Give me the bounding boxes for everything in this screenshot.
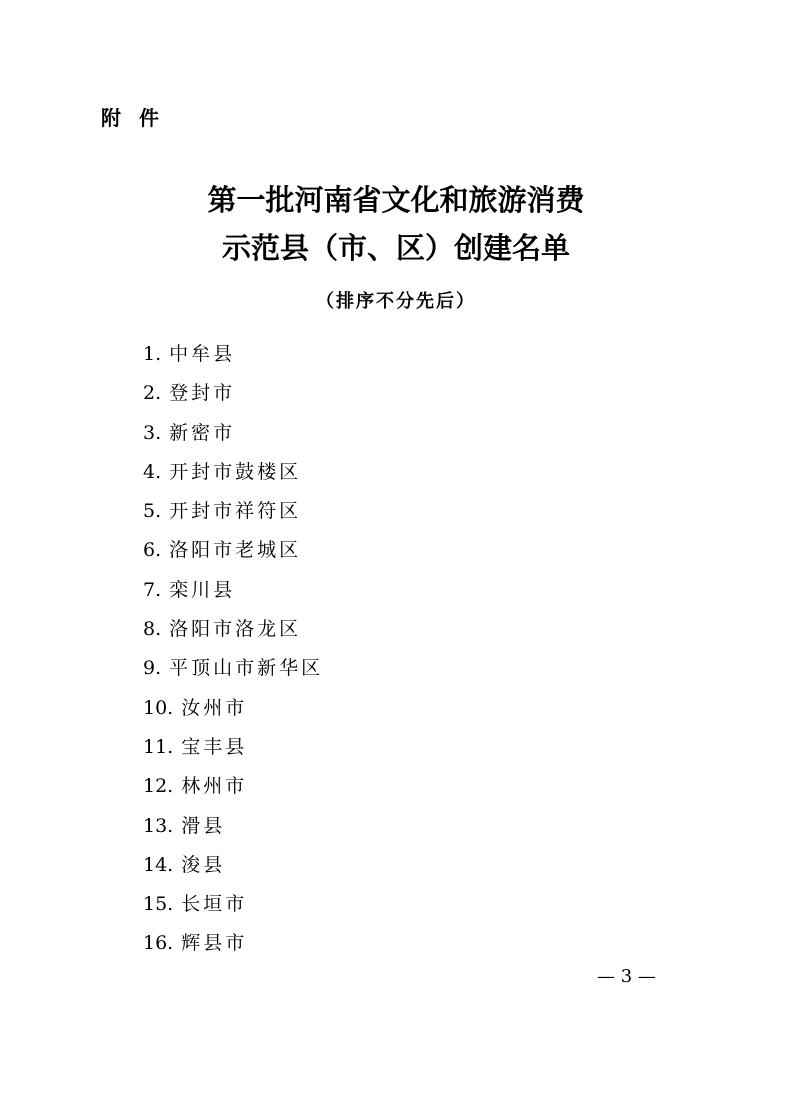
list-item-number: 15. bbox=[143, 893, 174, 916]
list-item bbox=[143, 497, 323, 536]
list-item-name: 滑县 bbox=[181, 814, 226, 837]
list-item bbox=[143, 615, 323, 654]
list-item bbox=[143, 890, 323, 929]
list-item bbox=[143, 419, 323, 458]
list-item bbox=[143, 733, 323, 772]
list-item-name: 登封市 bbox=[169, 382, 236, 405]
county-list bbox=[143, 340, 323, 969]
list-item bbox=[143, 772, 323, 811]
list-item bbox=[143, 851, 323, 890]
list-item-name: 汝州市 bbox=[181, 696, 248, 719]
list-item-name: 林州市 bbox=[181, 775, 248, 798]
document-subtitle: （排序不分先后） bbox=[316, 291, 476, 312]
list-item bbox=[143, 694, 323, 733]
list-item-name: 浚县 bbox=[181, 853, 226, 876]
list-item bbox=[143, 340, 323, 379]
list-item bbox=[143, 458, 323, 497]
list-item-number: 13. bbox=[143, 814, 174, 837]
page-number: — 3 — bbox=[597, 966, 656, 987]
list-item-name: 辉县市 bbox=[181, 932, 248, 955]
list-item-number: 10. bbox=[143, 696, 174, 719]
list-item-number: 8. bbox=[143, 618, 162, 641]
list-item-name: 开封市祥符区 bbox=[169, 500, 302, 523]
list-item-name: 洛阳市洛龙区 bbox=[169, 618, 302, 641]
list-item-number: 2. bbox=[143, 382, 162, 405]
list-item-number: 5. bbox=[143, 500, 162, 523]
attachment-label: 附件 bbox=[101, 106, 177, 130]
list-item bbox=[143, 812, 323, 851]
list-item bbox=[143, 929, 323, 968]
list-item-number: 11. bbox=[143, 735, 174, 758]
list-item-name: 平顶山市新华区 bbox=[169, 657, 324, 680]
list-item bbox=[143, 576, 323, 615]
list-item-name: 洛阳市老城区 bbox=[169, 539, 302, 562]
list-item-number: 9. bbox=[143, 657, 162, 680]
list-item-name: 宝丰县 bbox=[181, 735, 248, 758]
list-item bbox=[143, 536, 323, 575]
list-item-number: 7. bbox=[143, 578, 162, 601]
list-item-name: 中牟县 bbox=[169, 343, 236, 365]
list-item-number: 12. bbox=[143, 775, 174, 798]
document-title-line-1: 第一批河南省文化和旅游消费 bbox=[207, 183, 585, 217]
list-item-number: 6. bbox=[143, 539, 162, 562]
list-item-number: 1. bbox=[143, 343, 162, 365]
list-item-number: 16. bbox=[143, 932, 174, 955]
list-item-number: 3. bbox=[143, 421, 162, 444]
list-item-number: 4. bbox=[143, 460, 162, 483]
list-item-number: 14. bbox=[143, 853, 174, 876]
list-item-name: 栾川县 bbox=[169, 578, 236, 601]
list-item-name: 长垣市 bbox=[181, 893, 248, 916]
list-item-name: 开封市鼓楼区 bbox=[169, 460, 302, 483]
list-item-name: 新密市 bbox=[169, 421, 236, 444]
document-title-line-2: 示范县（市、区）创建名单 bbox=[221, 231, 570, 265]
list-item bbox=[143, 379, 323, 418]
list-item bbox=[143, 654, 323, 693]
